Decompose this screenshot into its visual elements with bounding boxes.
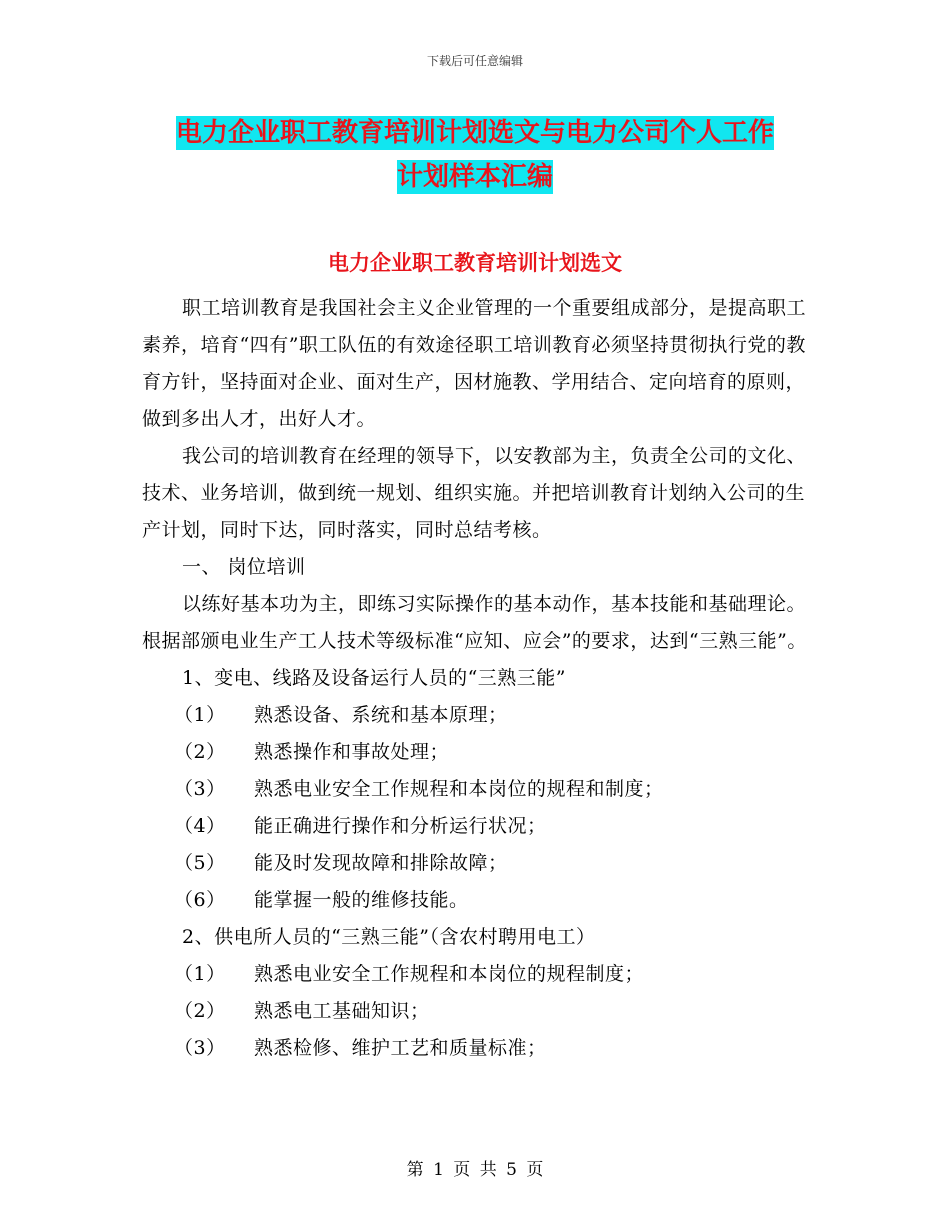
section-title: 电力企业职工教育培训计划选文 xyxy=(328,251,622,275)
list-item xyxy=(142,882,812,919)
list-item-number: （1） xyxy=(174,704,226,726)
list-item-number: （4） xyxy=(174,815,226,837)
list-item xyxy=(142,697,812,734)
list-item-text: 熟悉电业安全工作规程和本岗位的规程和制度； xyxy=(254,778,664,800)
page-number-footer: 第 1 页 共 5 页 xyxy=(406,1160,544,1180)
document-title-line2 xyxy=(0,156,950,193)
list-item-text: 熟悉电业安全工作规程和本岗位的规程制度； xyxy=(254,963,645,985)
paragraph: 职工培训教育是我国社会主义企业管理的一个重要组成部分，是提高职工素养，培育“四有”职工队伍的有效途径职工培训教育必须坚持贯彻执行党的教育方针，坚持面对企业、面对生产，因材施教、学用结合、定向培育的原则，做到多出人才，出好人才。 xyxy=(142,297,807,430)
list-item xyxy=(142,771,812,808)
list-item xyxy=(142,808,812,845)
list-item-text: 能正确进行操作和分析运行状况； xyxy=(254,815,547,837)
list-item xyxy=(142,956,812,993)
list-item-number: （3） xyxy=(174,778,226,800)
list-item-text: 能掌握一般的维修技能。 xyxy=(254,889,469,911)
subsection-heading: 2、供电所人员的“三熟三能”（含农村聘用电工） xyxy=(182,926,596,948)
header-note: 下载后可任意编辑 xyxy=(426,54,523,68)
paragraph: 我公司的培训教育在经理的领导下，以安教部为主，负责全公司的文化、技术、业务培训，做到统一规划、组织实施。并把培训教育计划纳入公司的生产计划，同时下达，同时落实，同时总结考核。 xyxy=(142,445,807,541)
list-item xyxy=(142,734,812,771)
list-item xyxy=(142,845,812,882)
list-2 xyxy=(142,956,812,1067)
list-item-text: 能及时发现故障和排除故障； xyxy=(254,852,508,874)
document-title-line1 xyxy=(0,112,950,149)
title-highlight: 计划样本汇编 xyxy=(396,162,553,192)
list-item-text: 熟悉检修、维护工艺和质量标准； xyxy=(254,1037,547,1059)
list-item-number: （1） xyxy=(174,963,226,985)
title-highlight: 电力企业职工教育培训计划选文与电力公司个人工作 xyxy=(175,118,774,148)
document-body xyxy=(142,290,812,1067)
list-item-number: （3） xyxy=(174,1037,226,1059)
list-item-text: 熟悉操作和事故处理； xyxy=(254,741,450,763)
list-item-number: （2） xyxy=(174,741,226,763)
list-item-number: （5） xyxy=(174,852,226,874)
list-item-number: （2） xyxy=(174,1000,226,1022)
list-item-text: 熟悉电工基础知识； xyxy=(254,1000,430,1022)
list-item-number: （6） xyxy=(174,889,226,911)
list-1 xyxy=(142,697,812,919)
section-heading: 一、 岗位培训 xyxy=(182,556,306,578)
subsection-heading: 1、变电、线路及设备运行人员的“三熟三能” xyxy=(182,667,567,689)
paragraph: 以练好基本功为主，即练习实际操作的基本动作，基本技能和基础理论。根据部颁电业生产工人技术等级标准“应知、应会”的要求，达到“三熟三能”。 xyxy=(142,593,807,652)
list-item xyxy=(142,993,812,1030)
list-item-text: 熟悉设备、系统和基本原理； xyxy=(254,704,508,726)
list-item xyxy=(142,1030,812,1067)
